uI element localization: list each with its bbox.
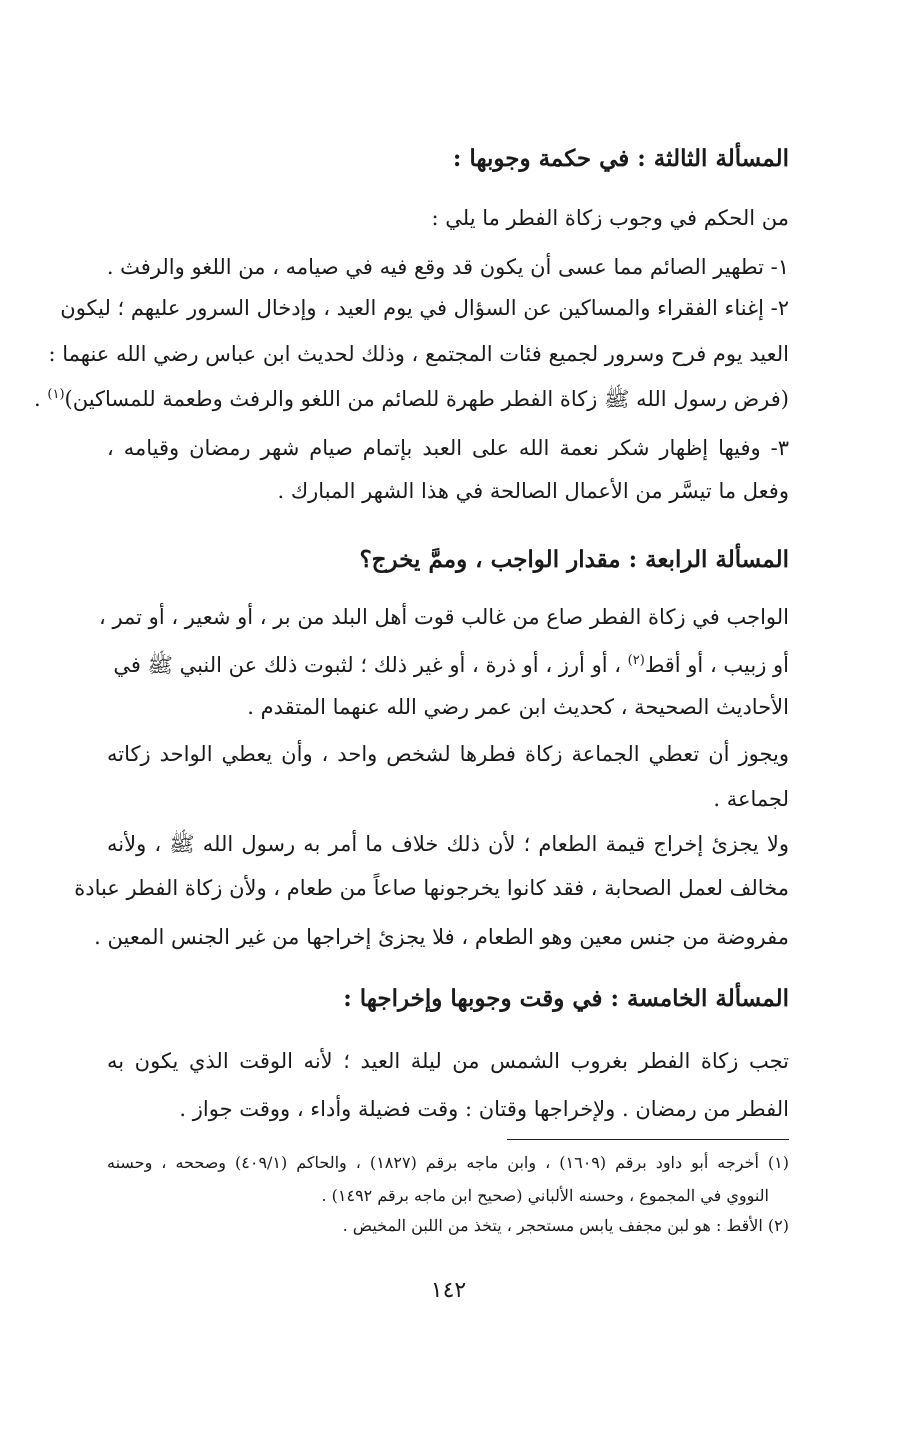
- footnote-divider: [507, 1139, 789, 1140]
- para-1-line-2-end: ، أو أرز ، أو ذرة ، أو غير ذلك ؛ لثبوت ذلك عن النبي ﷺ في: [113, 653, 628, 677]
- section-4-para-1-line-3: الأحاديث الصحيحة ، كحديث ابن عمر رضي الله عنهما المتقدم .: [247, 695, 789, 719]
- section-5-heading: المسألة الخامسة : في وقت وجوبها وإخراجها :: [343, 985, 789, 1012]
- section-4-para-1-line-2: [107, 646, 789, 680]
- footnote-1-line-2: النووي في المجموع ، وحسنه الألباني (صحيح ابن ماجه برقم ١٤٩٢) .: [321, 1186, 769, 1205]
- section-3-point-3-line-2: وفعل ما تيسَّر من الأعمال الصالحة في هذا الشهر المبارك .: [277, 479, 789, 503]
- hadith-end: .: [34, 387, 48, 411]
- section-4-para-3-line-2: مخالف لعمل الصحابة ، فقد كانوا يخرجونها صاعاً من طعام ، ولأن زكاة الفطر عبادة: [74, 876, 789, 900]
- para-1-line-2-start: أو زبيب ، أو أقط: [644, 653, 789, 677]
- section-4-heading: المسألة الرابعة : مقدار الواجب ، وممَّ يخرج؟: [359, 546, 789, 573]
- section-3-point-2-line-1: ٢- إغناء الفقراء والمساكين عن السؤال في يوم العيد ، وإدخال السرور عليهم ؛ ليكون: [60, 296, 789, 320]
- section-3-point-3-line-1: ٣- وفيها إظهار شكر نعمة الله على العبد بإتمام صيام شهر رمضان وقيامه ،: [107, 436, 789, 460]
- section-4-para-3-line-1: ولا يجزئ إخراج قيمة الطعام ؛ لأن ذلك خلاف ما أمر به رسول الله ﷺ ، ولأنه: [107, 832, 789, 856]
- section-3-point-2-line-3: [34, 380, 789, 414]
- section-4-para-1-line-1: الواجب في زكاة الفطر صاع من غالب قوت أهل البلد من بر ، أو شعير ، أو تمر ،: [98, 605, 789, 629]
- footnote-ref-1[interactable]: (١): [47, 387, 65, 402]
- section-4-para-2-line-1: ويجوز أن تعطي الجماعة زكاة فطرها لشخص واحد ، وأن يعطي الواحد زكاته: [107, 742, 789, 766]
- footnote-1-line-1: (١) أخرجه أبو داود برقم (١٦٠٩) ، وابن ماجه برقم (١٨٢٧) ، والحاكم (٤٠٩/١) وصححه ، وحسنه: [107, 1153, 790, 1172]
- section-4-para-2-line-2: لجماعة .: [713, 787, 789, 811]
- section-3-heading: المسألة الثالثة : في حكمة وجوبها :: [452, 145, 789, 172]
- section-5-para-1-line-1: تجب زكاة الفطر بغروب الشمس من ليلة العيد ؛ لأنه الوقت الذي يكون به: [107, 1049, 789, 1073]
- section-3-point-2-line-2: العيد يوم فرح وسرور لجميع فئات المجتمع ، وذلك لحديث ابن عباس رضي الله عنهما :: [48, 342, 789, 366]
- section-4-para-3-line-3: مفروضة من جنس معين وهو الطعام ، فلا يجزئ إخراجها من غير الجنس المعين .: [94, 925, 789, 949]
- section-3-point-1: ١- تطهير الصائم مما عسى أن يكون قد وقع فيه في صيامه ، من اللغو والرفث .: [106, 255, 789, 279]
- section-3-intro: من الحكم في وجوب زكاة الفطر ما يلي :: [431, 206, 789, 230]
- footnote-2: (٢) الأقط : هو لبن مجفف يابس مستحجر ، يتخذ من اللبن المخيض .: [342, 1216, 789, 1235]
- page-number: ١٤٢: [430, 1278, 467, 1303]
- footnote-ref-2[interactable]: (٢): [627, 653, 645, 668]
- hadith-quote: (فرض رسول الله ﷺ زكاة الفطر طهرة للصائم من اللغو والرفث وطعمة للمساكين): [64, 387, 789, 411]
- section-5-para-1-line-2: الفطر من رمضان . ولإخراجها وقتان : وقت فضيلة وأداء ، ووقت جواز .: [179, 1097, 789, 1121]
